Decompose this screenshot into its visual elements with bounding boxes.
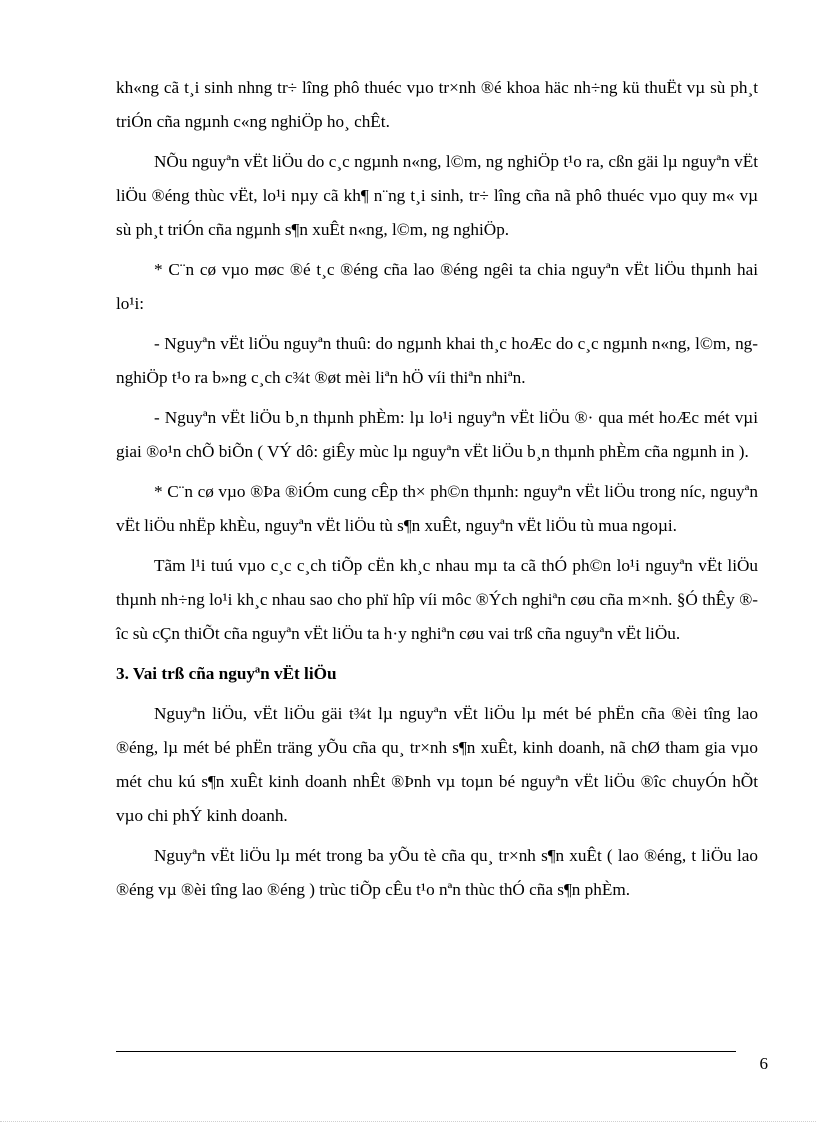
page-bottom-edge xyxy=(0,1121,816,1122)
paragraph: * C¨n cø vµo møc ®é t¸c ®éng cña lao ®éng ngêi ta chia nguyªn vËt liÖu thµnh hai lo¹i: xyxy=(116,260,758,313)
paragraph: NÕu nguyªn vËt liÖu do c¸c ngµnh n«ng, l©m, ng nghiÖp t¹o ra, cßn gäi lµ nguyªn vËt liÖu ®éng thùc vËt, lo¹i nµy cã kh¶ n¨ng t¸i sinh, tr÷ lîng cña nã phô thuéc vµo quy m« vµ sù ph¸t triÓn cña ngµnh s¶n xuÊt n«ng, l©m, ng nghiÖp. xyxy=(116,152,758,239)
page-number: 6 xyxy=(759,1054,768,1073)
section-heading: 3. Vai trß cña nguyªn vËt liÖu xyxy=(116,664,337,683)
paragraph: Tãm l¹i tuú vµo c¸c c¸ch tiÕp cËn kh¸c nhau mµ ta cã thÓ ph©n lo¹i nguyªn vËt liÖu thµnh nh÷ng lo¹i kh¸c nhau sao cho phï hîp víi môc ®Ých nghiªn cøu cña m×nh. §Ó thÊy ®îc sù cÇn thiÕt cña nguyªn vËt liÖu ta h·y nghiªn cøu vai trß cña nguyªn vËt liÖu. xyxy=(116,556,758,643)
list-item: - Nguyªn vËt liÖu b¸n thµnh phÈm: lµ lo¹i nguyªn vËt liÖu ®· qua mét hoÆc mét vµi giai ®o¹n chÕ biÕn ( VÝ dô: giÊy mùc lµ nguyªn vËt liÖu b¸n thµnh phÈm cña ngµnh in ). xyxy=(116,408,758,461)
paragraph: * C¨n cø vµo ®Þa ®iÓm cung cÊp th× ph©n thµnh: nguyªn vËt liÖu trong níc, nguyªn vËt liÖu nhËp khÈu, nguyªn vËt liÖu tù s¶n xuÊt, nguyªn vËt liÖu tù mua ngoµi. xyxy=(116,482,758,535)
footer-divider xyxy=(116,1051,736,1052)
paragraph: Nguyªn liÖu, vËt liÖu gäi t¾t lµ nguyªn vËt liÖu lµ mét bé phËn cña ®èi tîng lao ®éng, lµ mét bé phËn träng yÕu cña qu¸ tr×nh s¶n xuÊt, kinh doanh, nã chØ tham gia vµo mét chu kú s¶n xuÊt kinh doanh nhÊt ®Þnh vµ toµn bé nguyªn vËt liÖu ®îc chuyÓn hÕt vµo chi phÝ kinh doanh. xyxy=(116,704,758,825)
paragraph-continuation: kh«ng cã t¸i sinh nhng tr÷ lîng phô thuéc vµo tr×nh ®é khoa häc nh÷ng kü thuËt vµ sù ph¸t triÓn cña ngµnh c«ng nghiÖp ho¸ chÊt. xyxy=(116,78,758,131)
body-text xyxy=(116,71,758,913)
list-item: - Nguyªn vËt liÖu nguyªn thuû: do ngµnh khai th¸c hoÆc do c¸c ngµnh n«ng, l©m, ng nghiÖp t¹o ra b»ng c¸ch c¾t ®øt mèi liªn hÖ víi thiªn nhiªn. xyxy=(116,334,758,387)
paragraph: Nguyªn vËt liÖu lµ mét trong ba yÕu tè cña qu¸ tr×nh s¶n xuÊt ( lao ®éng, t liÖu lao ®éng vµ ®èi tîng lao ®éng ) trùc tiÕp cÊu t¹o nªn thùc thÓ cña s¶n phÈm. xyxy=(116,846,758,899)
